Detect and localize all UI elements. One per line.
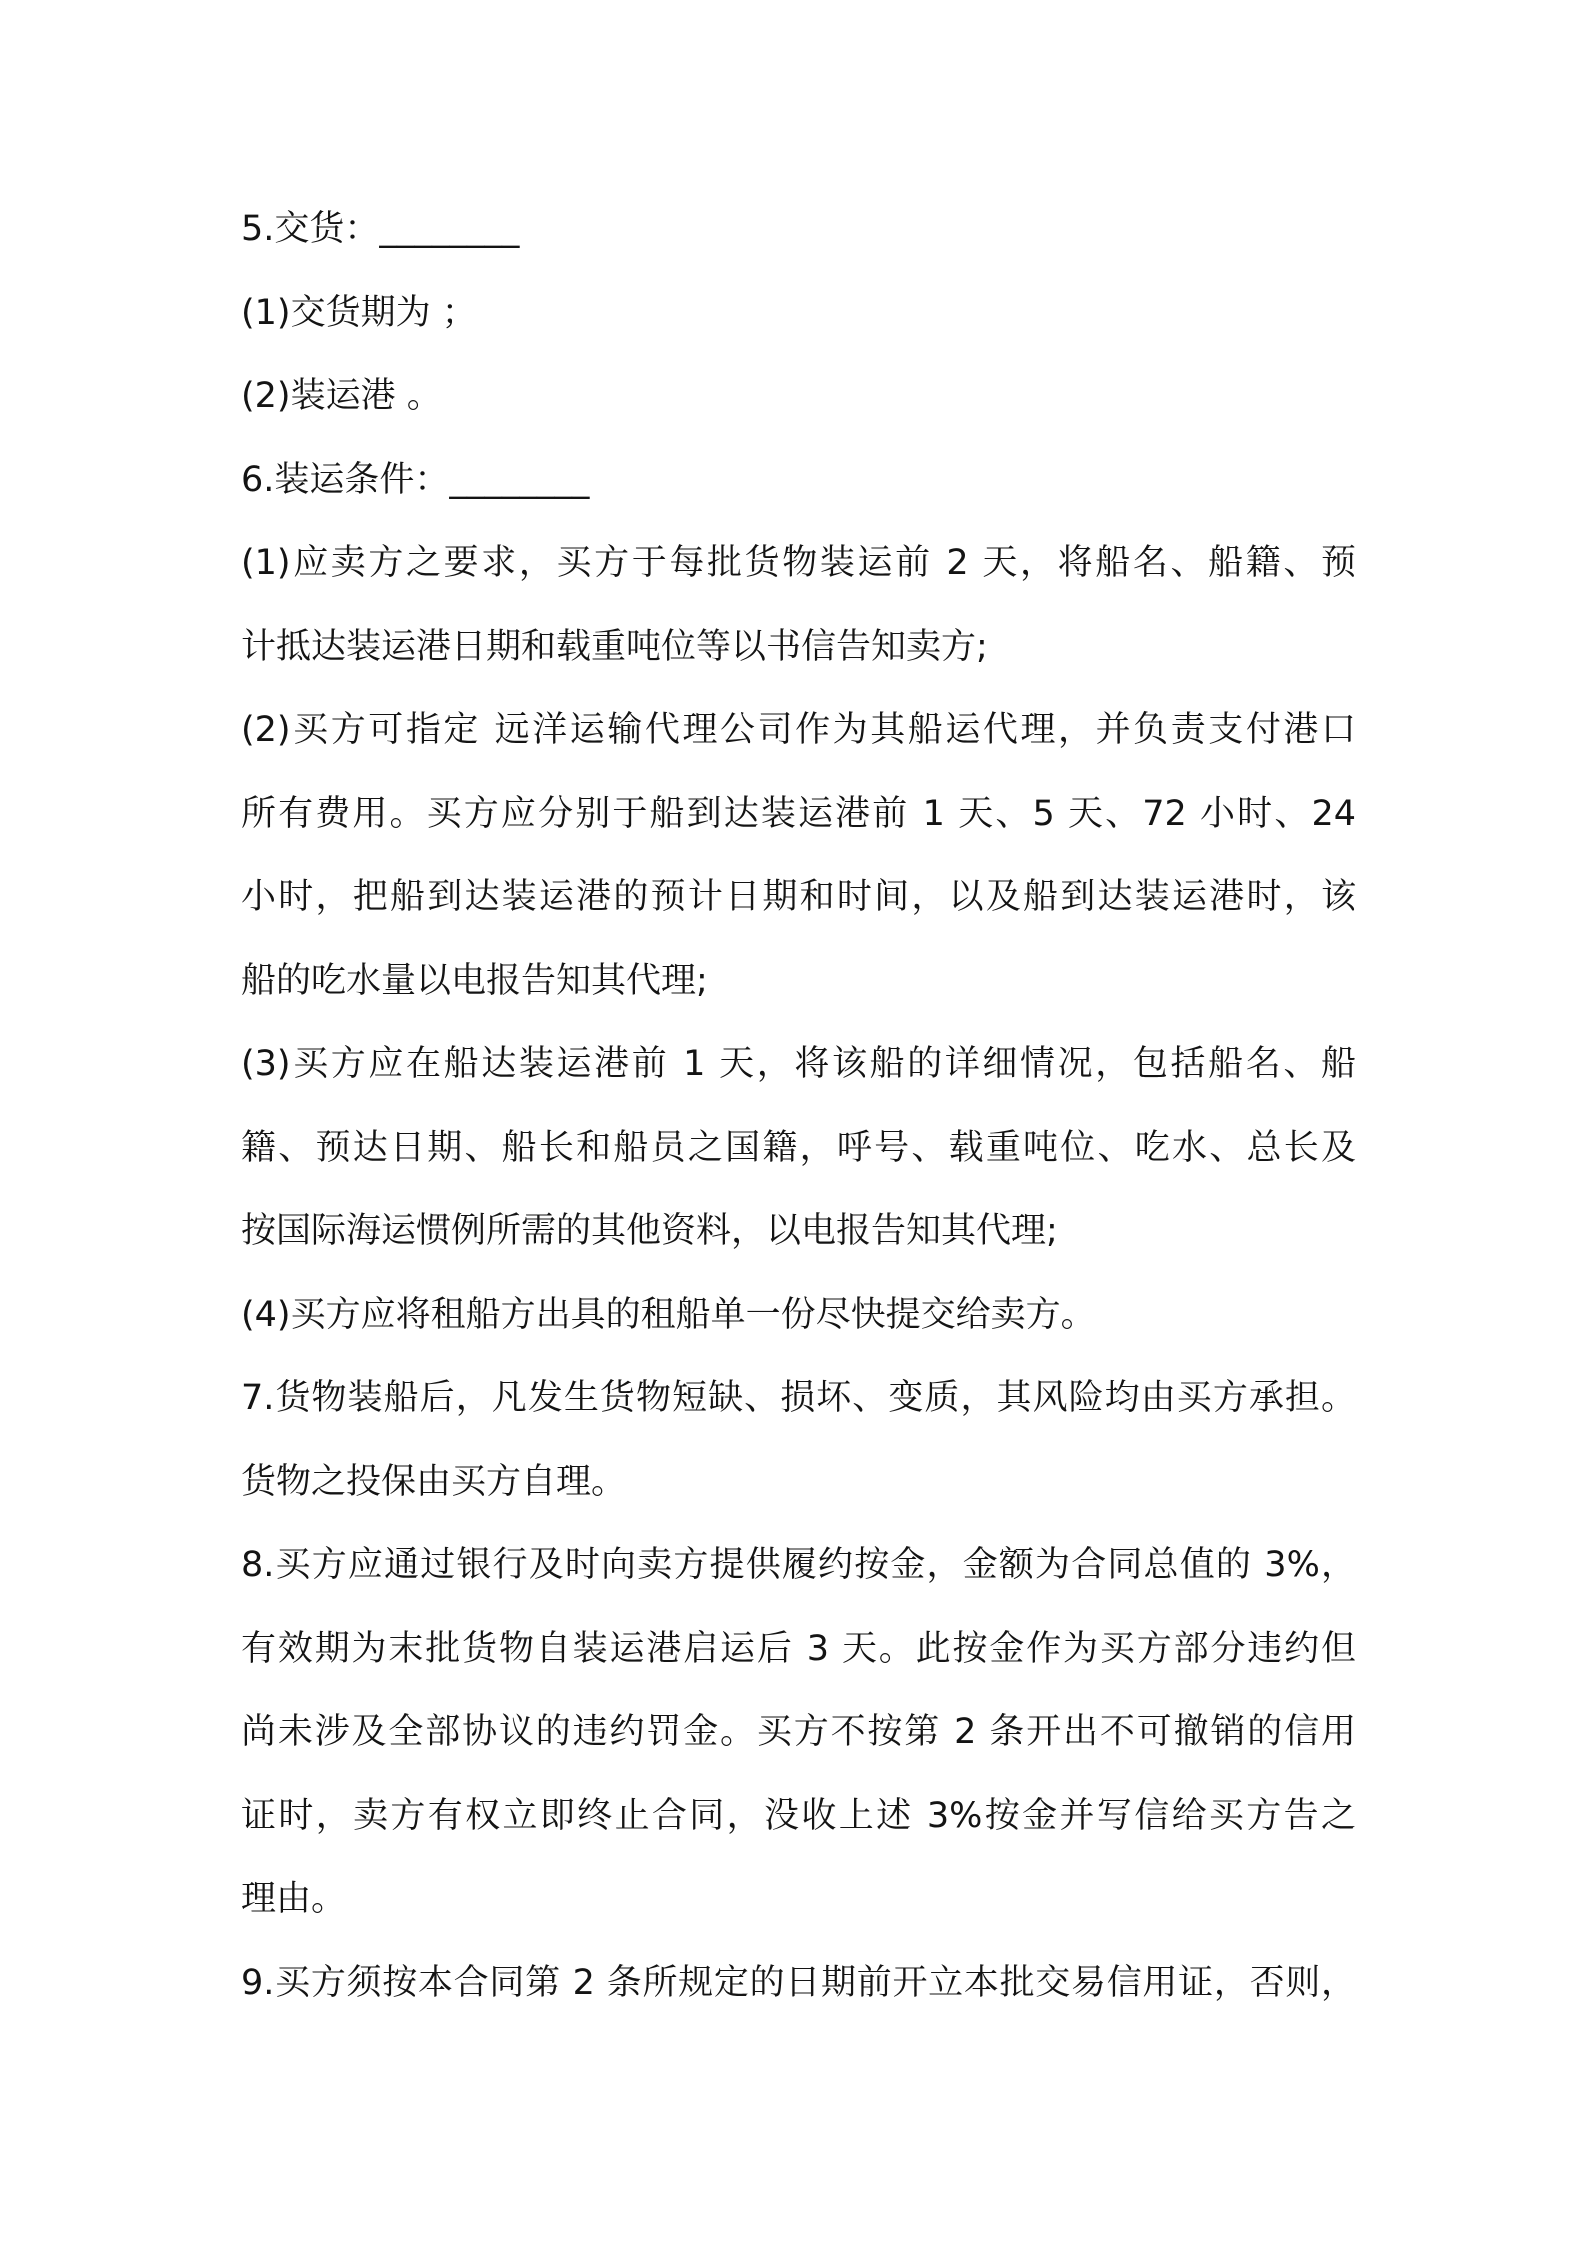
clause-6-item-4 — [241, 1274, 1371, 1358]
text-line: 8.买方应通过银行及时向卖方提供履约按金，金额为合同总值的 3%， — [241, 1545, 1356, 1585]
clause-5-item-1-delivery-period — [241, 272, 1371, 356]
text-line: (1)应卖方之要求，买方于每批货物装运前 2 天，将船名、船籍、预 — [241, 543, 1356, 583]
text-line: 尚未涉及全部协议的违约罚金。买方不按第 2 条开出不可撤销的信用 — [241, 1712, 1356, 1752]
clause-6-item-3 — [241, 1023, 1371, 1274]
text-line: 货物之投保由买方自理。 — [241, 1461, 627, 1502]
text-line: 9.买方须按本合同第 2 条所规定的日期前开立本批交易信用证，否则， — [241, 1962, 1356, 2003]
text-line: 6.装运条件：________ — [241, 459, 590, 500]
text-line: 有效期为末批货物自装运港启运后 3 天。此按金作为买方部分违约但 — [241, 1628, 1356, 1669]
document-body — [241, 188, 1371, 2025]
clause-7 — [241, 1357, 1371, 1524]
clause-6-item-2 — [241, 689, 1371, 1023]
text-line: 理由。 — [241, 1879, 347, 1919]
text-line: (1)交货期为 ； — [241, 292, 477, 333]
clause-6-heading — [241, 439, 1371, 523]
clause-8 — [241, 1524, 1371, 1942]
clause-5-item-2-loading-port — [241, 355, 1371, 439]
text-line: 7.货物装船后，凡发生货物短缺、损坏、变质，其风险均由买方承担。 — [241, 1378, 1356, 1418]
clause-9 — [241, 1942, 1371, 2026]
text-line: 5.交货：________ — [241, 209, 520, 249]
text-line: 所有费用。买方应分别于船到达装运港前 1 天、5 天、72 小时、24 — [241, 793, 1356, 834]
text-line: (2)买方可指定 远洋运输代理公司作为其船运代理，并负责支付港口 — [241, 710, 1356, 750]
text-line: 小时，把船到达装运港的预计日期和时间，以及船到达装运港时，该 — [241, 877, 1356, 917]
text-line: 证时，卖方有权立即终止合同，没收上述 3%按金并写信给买方告之 — [241, 1795, 1356, 1836]
text-line: 按国际海运惯例所需的其他资料，以电报告知其代理; — [241, 1211, 1058, 1251]
text-line: (3)买方应在船达装运港前 1 天，将该船的详细情况，包括船名、船 — [241, 1044, 1356, 1084]
clause-5-heading — [241, 188, 1371, 272]
text-line: (2)装运港 。 — [241, 376, 442, 416]
text-line: (4)买方应将租船方出具的租船单一份尽快提交给卖方。 — [241, 1294, 1096, 1335]
text-line: 船的吃水量以电报告知其代理; — [241, 960, 708, 1001]
clause-6-item-1 — [241, 522, 1371, 689]
text-line: 籍、预达日期、船长和船员之国籍，呼号、载重吨位、吃水、总长及 — [241, 1127, 1356, 1168]
text-line: 计抵达装运港日期和载重吨位等以书信告知卖方; — [241, 626, 988, 667]
